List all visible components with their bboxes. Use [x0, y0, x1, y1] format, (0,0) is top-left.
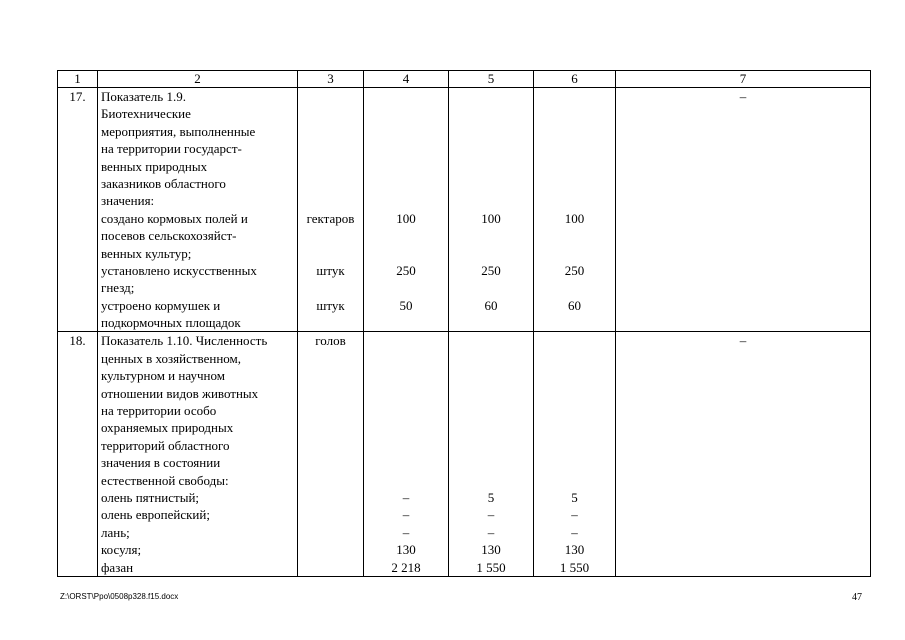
- cell-line: 100: [564, 210, 585, 226]
- cell-line: [301, 559, 360, 576]
- cell-line: [537, 192, 612, 209]
- cell-line: –: [571, 524, 578, 540]
- cell-line: [537, 140, 612, 157]
- col-header-1: 1: [58, 71, 98, 88]
- cell-line: [619, 437, 867, 454]
- cell-line: [367, 123, 445, 140]
- cell-line: 60: [568, 297, 581, 313]
- cell-line: [367, 437, 445, 454]
- cell-c7: [616, 332, 871, 576]
- cell-line: лань;: [101, 524, 130, 540]
- cell-line: [301, 437, 360, 454]
- cell-line: [619, 105, 867, 122]
- cell-line: установлено искусственных: [101, 262, 257, 278]
- cell-line: [301, 524, 360, 541]
- cell-line: [537, 437, 612, 454]
- cell-line: заказников областного: [101, 175, 226, 191]
- cell-line: [452, 367, 530, 384]
- cell-line: [367, 402, 445, 419]
- cell-line: 100: [396, 210, 416, 226]
- cell-line: [452, 472, 530, 489]
- cell-line: [367, 367, 445, 384]
- table-row: [58, 88, 871, 332]
- cell-line: [367, 454, 445, 471]
- cell-line: на территории особо: [101, 403, 217, 419]
- col-header-4: 4: [364, 71, 449, 88]
- cell-line: [452, 350, 530, 367]
- cell-line: [452, 402, 530, 419]
- cell-line: [301, 140, 360, 157]
- cell-c2: [98, 88, 298, 332]
- cell-line: Биотехнические: [101, 106, 191, 122]
- col-header-2: 2: [98, 71, 298, 88]
- cell-line: [619, 402, 867, 419]
- col-header-6: 6: [534, 71, 616, 88]
- cell-c4: [364, 332, 449, 576]
- col-header-7: 7: [616, 71, 871, 88]
- cell-line: [452, 123, 530, 140]
- cell-line: [619, 419, 867, 436]
- cell-line: [367, 158, 445, 175]
- cell-line: –: [402, 524, 410, 540]
- cell-line: [537, 245, 612, 262]
- cell-line: штук: [316, 297, 345, 313]
- file-path: Z:\ORST\Ppo\0508p328.f15.docx: [60, 592, 179, 601]
- cell-line: [619, 158, 867, 175]
- cell-line: [367, 385, 445, 402]
- cell-line: [301, 105, 360, 122]
- cell-line: –: [402, 489, 410, 505]
- cell-line: гнезд;: [101, 280, 135, 296]
- cell-line: [367, 105, 445, 122]
- cell-line: [367, 175, 445, 192]
- cell-line: [301, 454, 360, 471]
- cell-line: 250: [396, 262, 416, 278]
- cell-line: [301, 245, 360, 262]
- cell-line: [619, 279, 867, 296]
- cell-line: [537, 88, 612, 105]
- cell-line: олень пятнистый;: [101, 489, 200, 505]
- cell-line: 130: [564, 542, 585, 558]
- cell-line: [452, 105, 530, 122]
- cell-line: –: [487, 507, 495, 523]
- cell-line: [619, 350, 867, 367]
- cell-line: [301, 506, 360, 523]
- cell-line: [619, 175, 867, 192]
- cell-line: [301, 419, 360, 436]
- cell-line: [619, 192, 867, 209]
- cell-line: [301, 175, 360, 192]
- cell-line: [619, 385, 867, 402]
- table-row: [58, 332, 871, 576]
- cell-line: [452, 314, 530, 331]
- cell-line: 1 550: [476, 559, 506, 575]
- cell-line: [537, 314, 612, 331]
- cell-line: [367, 332, 445, 349]
- cell-line: [537, 367, 612, 384]
- cell-line: –: [739, 89, 747, 104]
- cell-line: [452, 227, 530, 244]
- cell-line: [452, 419, 530, 436]
- cell-line: [301, 279, 360, 296]
- cell-line: [452, 140, 530, 157]
- cell-line: устроено кормушек и: [101, 297, 221, 313]
- cell-line: [619, 489, 867, 506]
- cell-line: [619, 297, 867, 314]
- cell-line: –: [402, 507, 410, 523]
- cell-line: –: [487, 524, 495, 540]
- cell-line: [452, 454, 530, 471]
- cell-line: [367, 279, 445, 296]
- cell-c6: [534, 88, 616, 332]
- cell-line: охраняемых природных: [101, 420, 234, 436]
- cell-line: [301, 227, 360, 244]
- cell-line: [367, 140, 445, 157]
- cell-line: Показатель 1.10. Численность: [101, 333, 268, 349]
- cell-line: отношении видов животных: [101, 385, 259, 401]
- cell-line: [619, 210, 867, 227]
- cell-c3: [298, 88, 364, 332]
- cell-c5: [449, 88, 534, 332]
- cell-line: 2 218: [391, 559, 421, 575]
- cell-line: [301, 489, 360, 506]
- cell-line: [301, 314, 360, 331]
- cell-line: [537, 332, 612, 349]
- cell-line: [367, 245, 445, 262]
- cell-c3: [298, 332, 364, 576]
- cell-line: [537, 350, 612, 367]
- cell-line: [367, 472, 445, 489]
- cell-line: венных природных: [101, 158, 208, 174]
- row-number: 18.: [58, 332, 98, 576]
- cell-c2: [98, 332, 298, 576]
- cell-line: 60: [484, 297, 498, 313]
- cell-line: –: [739, 333, 747, 349]
- cell-line: [537, 123, 612, 140]
- cell-line: значения в состоянии: [101, 455, 221, 471]
- page-number: 47: [852, 592, 862, 603]
- cell-line: подкормочных площадок: [101, 315, 241, 331]
- cell-line: [452, 245, 530, 262]
- cell-line: [301, 158, 360, 175]
- cell-line: –: [571, 507, 578, 523]
- cell-line: значения:: [101, 193, 155, 209]
- cell-line: [537, 385, 612, 402]
- cell-line: [301, 367, 360, 384]
- cell-line: [301, 123, 360, 140]
- cell-line: 250: [564, 262, 585, 278]
- cell-line: олень европейский;: [101, 507, 210, 523]
- cell-line: [619, 559, 867, 576]
- cell-line: [537, 105, 612, 122]
- cell-line: [537, 419, 612, 436]
- cell-line: [452, 175, 530, 192]
- cell-line: [619, 123, 867, 140]
- cell-line: 100: [481, 210, 501, 226]
- cell-line: [301, 402, 360, 419]
- cell-c7: [616, 88, 871, 332]
- cell-line: [619, 524, 867, 541]
- cell-line: голов: [315, 333, 346, 349]
- cell-line: 50: [399, 297, 413, 313]
- cell-line: [619, 245, 867, 262]
- cell-line: [367, 227, 445, 244]
- cell-line: [367, 314, 445, 331]
- row-number: 17.: [58, 88, 98, 332]
- cell-line: [367, 419, 445, 436]
- cell-line: [301, 472, 360, 489]
- cell-line: 130: [396, 542, 416, 558]
- cell-line: [301, 385, 360, 402]
- cell-line: создано кормовых полей и: [101, 210, 248, 226]
- cell-line: [537, 402, 612, 419]
- cell-line: территорий областного: [101, 437, 230, 453]
- cell-line: [452, 279, 530, 296]
- cell-c4: [364, 88, 449, 332]
- cell-c5: [449, 332, 534, 576]
- cell-line: [537, 158, 612, 175]
- cell-line: [452, 385, 530, 402]
- cell-line: [537, 472, 612, 489]
- cell-line: венных культур;: [101, 245, 192, 261]
- cell-line: [537, 227, 612, 244]
- cell-line: фазан: [101, 559, 134, 575]
- cell-line: 5: [487, 489, 495, 505]
- cell-line: [301, 350, 360, 367]
- cell-line: посевов сельскохозяйст-: [101, 228, 237, 244]
- cell-line: штук: [316, 262, 345, 278]
- cell-line: [537, 454, 612, 471]
- column-number-row: [58, 71, 871, 88]
- cell-line: [619, 472, 867, 489]
- cell-line: [537, 175, 612, 192]
- cell-c6: [534, 332, 616, 576]
- cell-line: [367, 350, 445, 367]
- cell-line: мероприятия, выполненные: [101, 123, 256, 139]
- cell-line: 130: [481, 542, 501, 558]
- cell-line: [619, 262, 867, 279]
- cell-line: [452, 158, 530, 175]
- cell-line: косуля;: [101, 542, 142, 558]
- cell-line: [537, 279, 612, 296]
- cell-line: [619, 140, 867, 157]
- cell-line: [301, 88, 360, 105]
- cell-line: естественной свободы:: [101, 472, 229, 488]
- cell-line: [301, 192, 360, 209]
- cell-line: [452, 332, 530, 349]
- cell-line: [367, 192, 445, 209]
- indicator-table: [57, 70, 871, 577]
- cell-line: [452, 88, 530, 105]
- cell-line: 5: [571, 489, 578, 505]
- cell-line: [619, 227, 867, 244]
- cell-line: [619, 454, 867, 471]
- cell-line: гектаров: [306, 210, 355, 226]
- cell-line: [452, 437, 530, 454]
- cell-line: 1 550: [559, 559, 590, 575]
- col-header-5: 5: [449, 71, 534, 88]
- cell-line: [619, 541, 867, 558]
- cell-line: [452, 192, 530, 209]
- cell-line: на территории государст-: [101, 141, 242, 157]
- cell-line: ценных в хозяйственном,: [101, 350, 242, 366]
- col-header-3: 3: [298, 71, 364, 88]
- cell-line: [619, 506, 867, 523]
- cell-line: [619, 314, 867, 331]
- cell-line: Показатель 1.9.: [101, 89, 186, 104]
- cell-line: [367, 88, 445, 105]
- cell-line: [619, 367, 867, 384]
- cell-line: 250: [481, 262, 501, 278]
- cell-line: [301, 541, 360, 558]
- cell-line: культурном и научном: [101, 368, 225, 384]
